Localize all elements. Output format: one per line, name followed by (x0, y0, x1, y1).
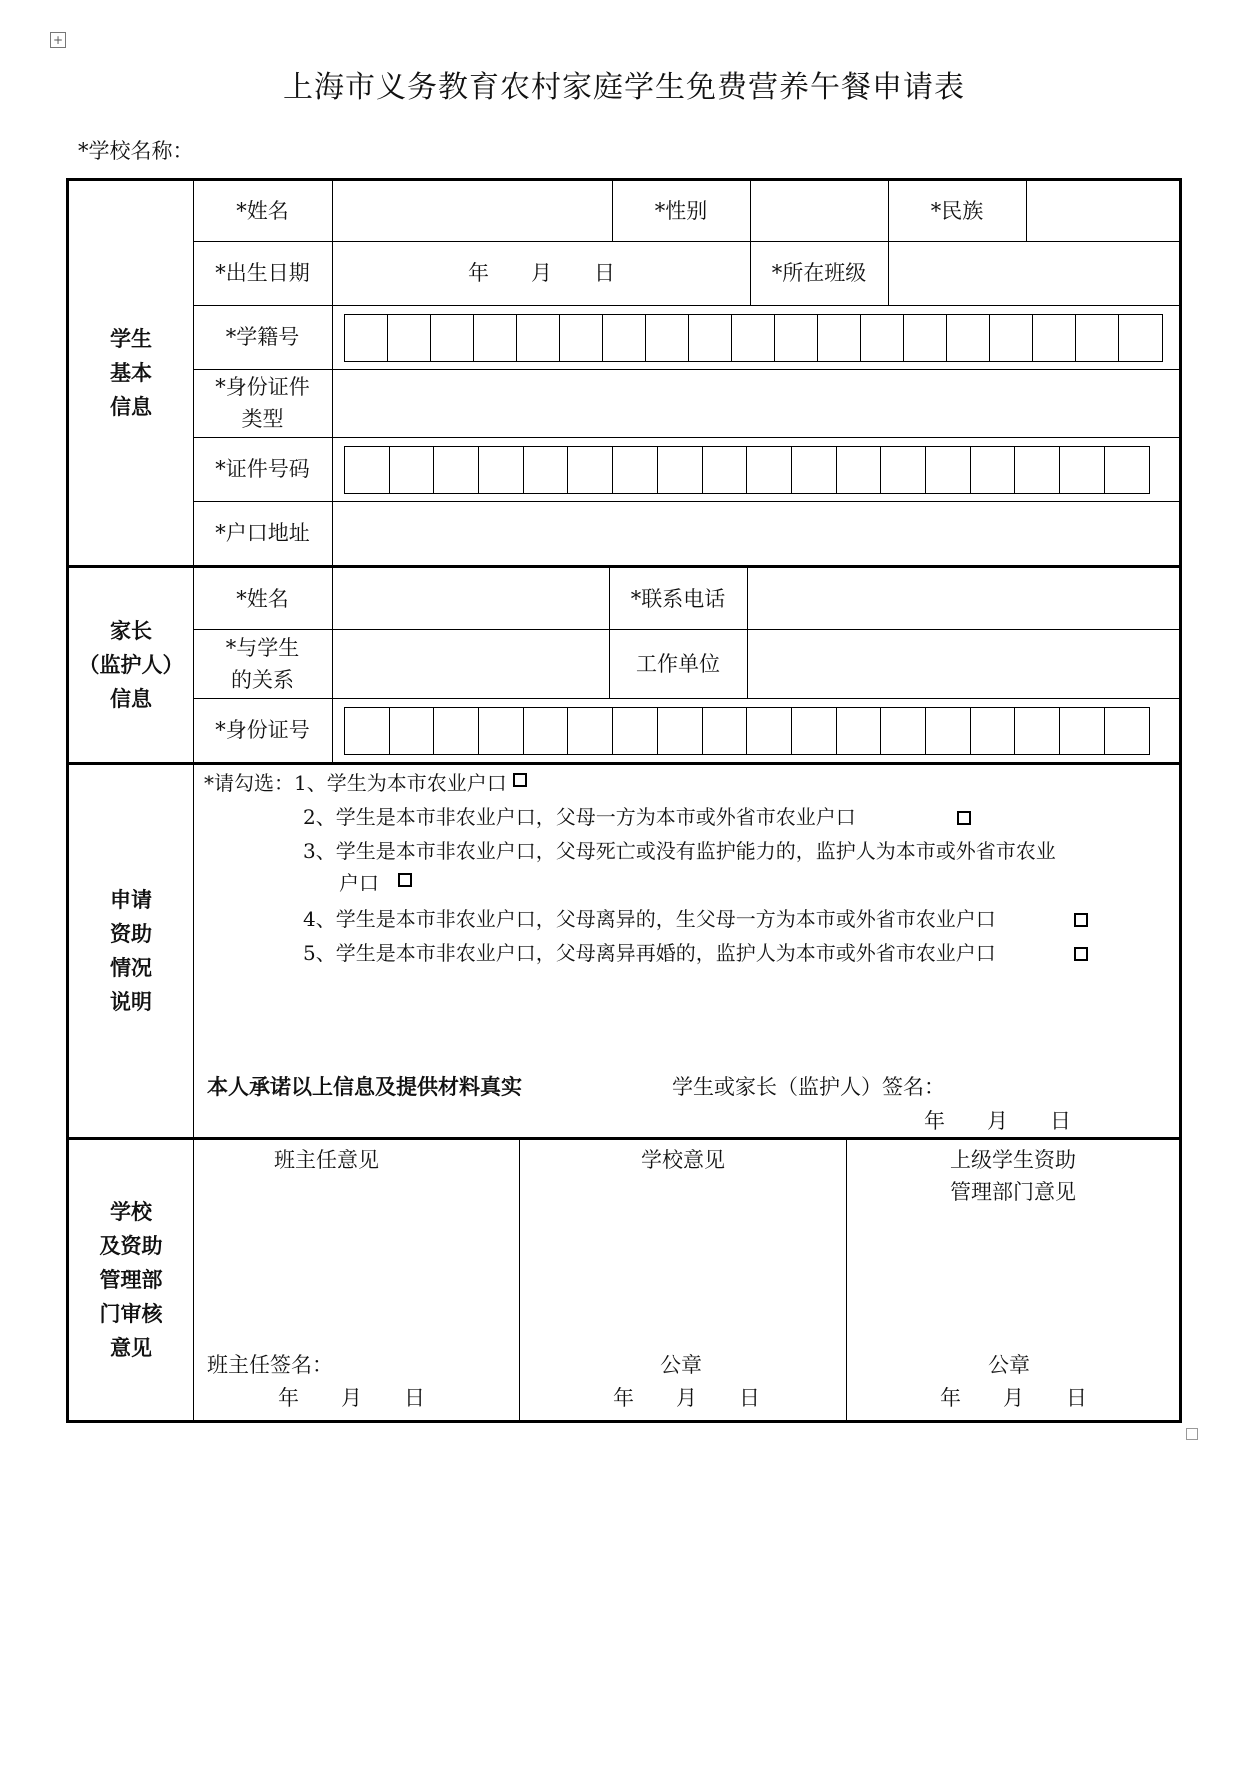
resize-handle-icon[interactable] (1186, 1428, 1198, 1440)
household-address-label: *户口地址 (215, 521, 310, 545)
digit-box[interactable] (434, 708, 479, 754)
digit-box[interactable] (971, 708, 1016, 754)
option-3-checkbox[interactable] (398, 873, 412, 887)
upper-dept-date: 年 月 日 (940, 1386, 1087, 1410)
option-2-label: 2、学生是本市非农业户口，父母一方为本市或外省市农业户口 (303, 805, 856, 829)
option-2-checkbox[interactable] (957, 811, 971, 825)
relation-field[interactable] (333, 629, 609, 698)
digit-box[interactable] (517, 315, 560, 361)
digit-box[interactable] (1105, 447, 1150, 493)
move-handle-icon[interactable]: + (50, 32, 66, 48)
digit-box[interactable] (434, 447, 479, 493)
digit-box[interactable] (345, 315, 388, 361)
digit-box[interactable] (1060, 447, 1105, 493)
digit-box[interactable] (658, 447, 703, 493)
digit-box[interactable] (792, 708, 837, 754)
digit-box[interactable] (881, 447, 926, 493)
upper-dept-seal: 公章 (988, 1353, 1030, 1377)
digit-box[interactable] (792, 447, 837, 493)
digit-box[interactable] (837, 708, 882, 754)
enrollment-number-boxes[interactable] (344, 314, 1163, 362)
student-section-label: 学生 基本 信息 (110, 327, 152, 419)
digit-box[interactable] (524, 708, 569, 754)
digit-box[interactable] (861, 315, 904, 361)
upper-dept-opinion-title: 上级学生资助 管理部门意见 (950, 1148, 1076, 1204)
digit-box[interactable] (1119, 315, 1162, 361)
teacher-opinion-title: 班主任意见 (274, 1148, 379, 1172)
phone-field[interactable] (748, 568, 1179, 629)
digit-box[interactable] (775, 315, 818, 361)
digit-box[interactable] (390, 447, 435, 493)
digit-box[interactable] (568, 708, 613, 754)
option-2 (303, 802, 856, 832)
household-address-field[interactable] (333, 501, 1179, 565)
class-label: *所在班级 (771, 261, 867, 285)
digit-box[interactable] (1015, 708, 1060, 754)
application-section-label: 申请 资助 情况 说明 (110, 888, 152, 1014)
teacher-signature-label: 班主任签名： (207, 1353, 333, 1377)
digit-box[interactable] (1076, 315, 1119, 361)
work-unit-label: 工作单位 (636, 651, 720, 676)
option-3 (303, 836, 1056, 866)
digit-box[interactable] (818, 315, 861, 361)
parent-name-field[interactable] (333, 568, 609, 629)
gender-field[interactable] (751, 181, 888, 241)
digit-box[interactable] (947, 315, 990, 361)
digit-box[interactable] (560, 315, 603, 361)
digit-box[interactable] (479, 708, 524, 754)
digit-box[interactable] (689, 315, 732, 361)
school-opinion-title: 学校意见 (641, 1148, 725, 1172)
review-section-label: 学校 及资助 管理部 门审核 意见 (99, 1200, 163, 1360)
digit-box[interactable] (904, 315, 947, 361)
digit-box[interactable] (524, 447, 569, 493)
applicant-date: 年 月 日 (924, 1109, 1071, 1133)
parent-section-label: 家长 （监护人） 信息 (78, 619, 184, 711)
digit-box[interactable] (1033, 315, 1076, 361)
digit-box[interactable] (703, 447, 748, 493)
pledge-text: 本人承诺以上信息及提供材料真实 (207, 1074, 522, 1099)
option-1-checkbox[interactable] (513, 773, 527, 787)
id-type-label: *身份证件 类型 (215, 375, 310, 431)
digit-box[interactable] (990, 315, 1033, 361)
option-5 (303, 938, 996, 968)
digit-box[interactable] (1105, 708, 1150, 754)
birth-date-field[interactable]: 年 月 日 (468, 261, 615, 285)
option-4-checkbox[interactable] (1074, 913, 1088, 927)
class-field[interactable] (889, 241, 1179, 305)
check-prompt: *请勾选：1、学生为本市农业户口 (204, 768, 527, 798)
digit-box[interactable] (703, 708, 748, 754)
gender-label: *性别 (654, 199, 708, 223)
digit-box[interactable] (613, 447, 658, 493)
relation-label: *与学生 的关系 (225, 635, 300, 692)
student-name-label: *姓名 (236, 199, 289, 223)
signature-label: 学生或家长（监护人）签名： (672, 1075, 945, 1099)
id-type-field[interactable] (333, 369, 1179, 437)
school-name-label: *学校名称： (78, 139, 194, 163)
school-date: 年 月 日 (613, 1386, 760, 1410)
option-4 (303, 904, 996, 934)
enrollment-number-label: *学籍号 (225, 325, 300, 349)
work-unit-field[interactable] (748, 629, 1179, 698)
digit-box[interactable] (837, 447, 882, 493)
phone-label: *联系电话 (630, 586, 726, 611)
digit-box[interactable] (658, 708, 703, 754)
digit-box[interactable] (474, 315, 517, 361)
digit-box[interactable] (926, 447, 971, 493)
ethnicity-field[interactable] (1027, 181, 1179, 241)
digit-box[interactable] (613, 708, 658, 754)
school-seal: 公章 (660, 1353, 702, 1377)
student-name-field[interactable] (333, 181, 612, 241)
ethnicity-label: *民族 (930, 199, 984, 223)
digit-box[interactable] (732, 315, 775, 361)
parent-id-boxes[interactable] (344, 707, 1150, 755)
digit-box[interactable] (431, 315, 474, 361)
option-1-label: 1、学生为本市农业户口 (294, 771, 507, 795)
digit-box[interactable] (747, 447, 792, 493)
option-3-label: 3、学生是本市非农业户口，父母死亡或没有监护能力的，监护人为本市或外省市农业 (303, 839, 1056, 863)
id-number-label: *证件号码 (215, 457, 310, 481)
id-number-boxes[interactable] (344, 446, 1150, 494)
digit-box[interactable] (747, 708, 792, 754)
digit-box[interactable] (881, 708, 926, 754)
birth-date-label: *出生日期 (215, 261, 310, 285)
digit-box[interactable] (390, 708, 435, 754)
digit-box[interactable] (646, 315, 689, 361)
digit-box[interactable] (479, 447, 524, 493)
digit-box[interactable] (345, 708, 390, 754)
digit-box[interactable] (1060, 708, 1105, 754)
digit-box[interactable] (971, 447, 1016, 493)
parent-id-label: *身份证号 (215, 718, 310, 742)
teacher-date: 年 月 日 (278, 1386, 425, 1410)
option-3-continued: 户口 (339, 868, 412, 898)
digit-box[interactable] (345, 447, 390, 493)
option-5-label: 5、学生是本市非农业户口，父母离异再婚的，监护人为本市或外省市农业户口 (303, 941, 996, 965)
parent-name-label: *姓名 (236, 586, 289, 611)
digit-box[interactable] (568, 447, 613, 493)
page-title: 上海市义务教育农村家庭学生免费营养午餐申请表 (283, 70, 965, 105)
digit-box[interactable] (1015, 447, 1060, 493)
option-5-checkbox[interactable] (1074, 947, 1088, 961)
digit-box[interactable] (388, 315, 431, 361)
digit-box[interactable] (926, 708, 971, 754)
option-4-label: 4、学生是本市非农业户口，父母离异的，生父母一方为本市或外省市农业户口 (303, 907, 996, 931)
digit-box[interactable] (603, 315, 646, 361)
